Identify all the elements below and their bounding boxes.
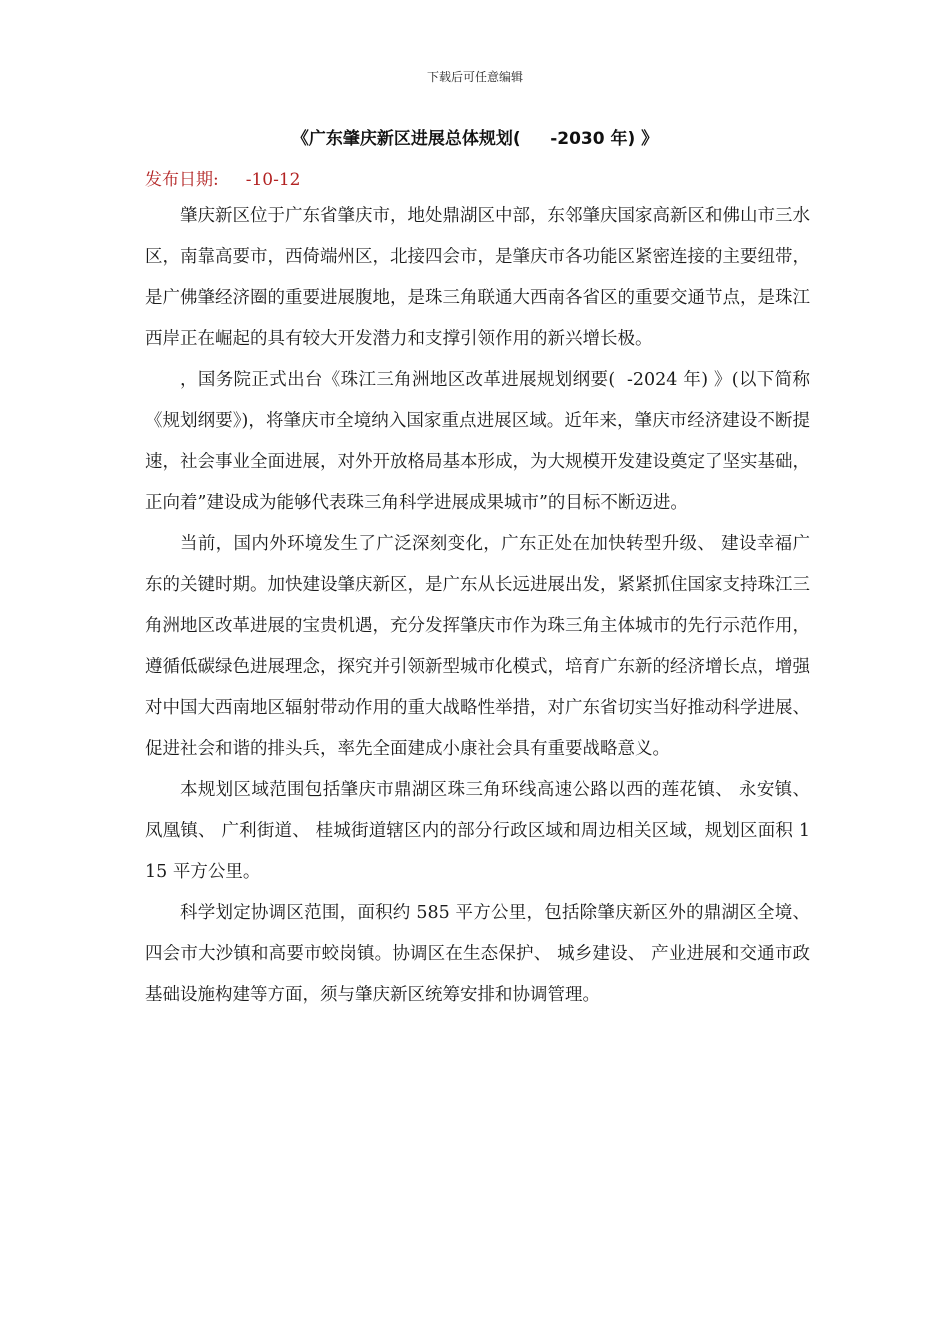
paragraph-4: 本规划区域范围包括肇庆市鼎湖区珠三角环线高速公路以西的莲花镇、 永安镇、 凤凰镇、 广利街道、 桂城街道辖区内的部分行政区域和周边相关区域，规划区面积 115 平方公里。 (145, 780, 816, 882)
paragraph-5: 科学划定协调区范围，面积约 585 平方公里，包括除肇庆新区外的鼎湖区全境、 四会市大沙镇和高要市蛟岗镇。协调区在生态保护、 城乡建设、 产业进展和交通市政基础设施构建等方面，须与肇庆新区统筹安排和协调管理。 (145, 903, 816, 1005)
paragraph-2: ，国务院正式出台《珠江三角洲地区改革进展规划纲要( -2024 年) 》(以下简称《规划纲要》)，将肇庆市全境纳入国家重点进展区域。近年来，肇庆市经济建设不断提速，社会事业全面进展，对外开放格局基本形成，为大规模开发建设奠定了坚实基础，正向着”建设成为能够代表珠三角科学进展成果城市”的目标不断迈进。 (145, 370, 810, 513)
paragraph-3: 当前，国内外环境发生了广泛深刻变化，广东正处在加快转型升级、 建设幸福广东的关键时期。加快建设肇庆新区，是广东从长远进展出发，紧紧抓住国家支持珠江三角洲地区改革进展的宝贵机遇，充分发挥肇庆市作为珠三角主体城市的先行示范作用，遵循低碳绿色进展理念，探究并引领新型城市化模式，培育广东新的经济增长点，增强对中国大西南地区辐射带动作用的重大战略性举措，对广东省切实当好推动科学进展、 促进社会和谐的排头兵，率先全面建成小康社会具有重要战略意义。 (145, 534, 816, 759)
paragraph-1: 肇庆新区位于广东省肇庆市，地处鼎湖区中部，东邻肇庆国家高新区和佛山市三水区，南靠高要市，西倚端州区，北接四会市，是肇庆市各功能区紧密连接的主要纽带，是广佛肇经济圈的重要进展腹地，是珠三角联通大西南各省区的重要交通节点，是珠江西岸正在崛起的具有较大开发潜力和支撑引领作用的新兴增长极。 (145, 206, 810, 349)
publish-date: 发布日期: -10-12 (145, 170, 301, 190)
document-title: 《广东肇庆新区进展总体规划( -2030 年) 》 (291, 129, 659, 149)
document-body (145, 196, 816, 1016)
header-note: 下载后可任意编辑 (426, 70, 523, 84)
